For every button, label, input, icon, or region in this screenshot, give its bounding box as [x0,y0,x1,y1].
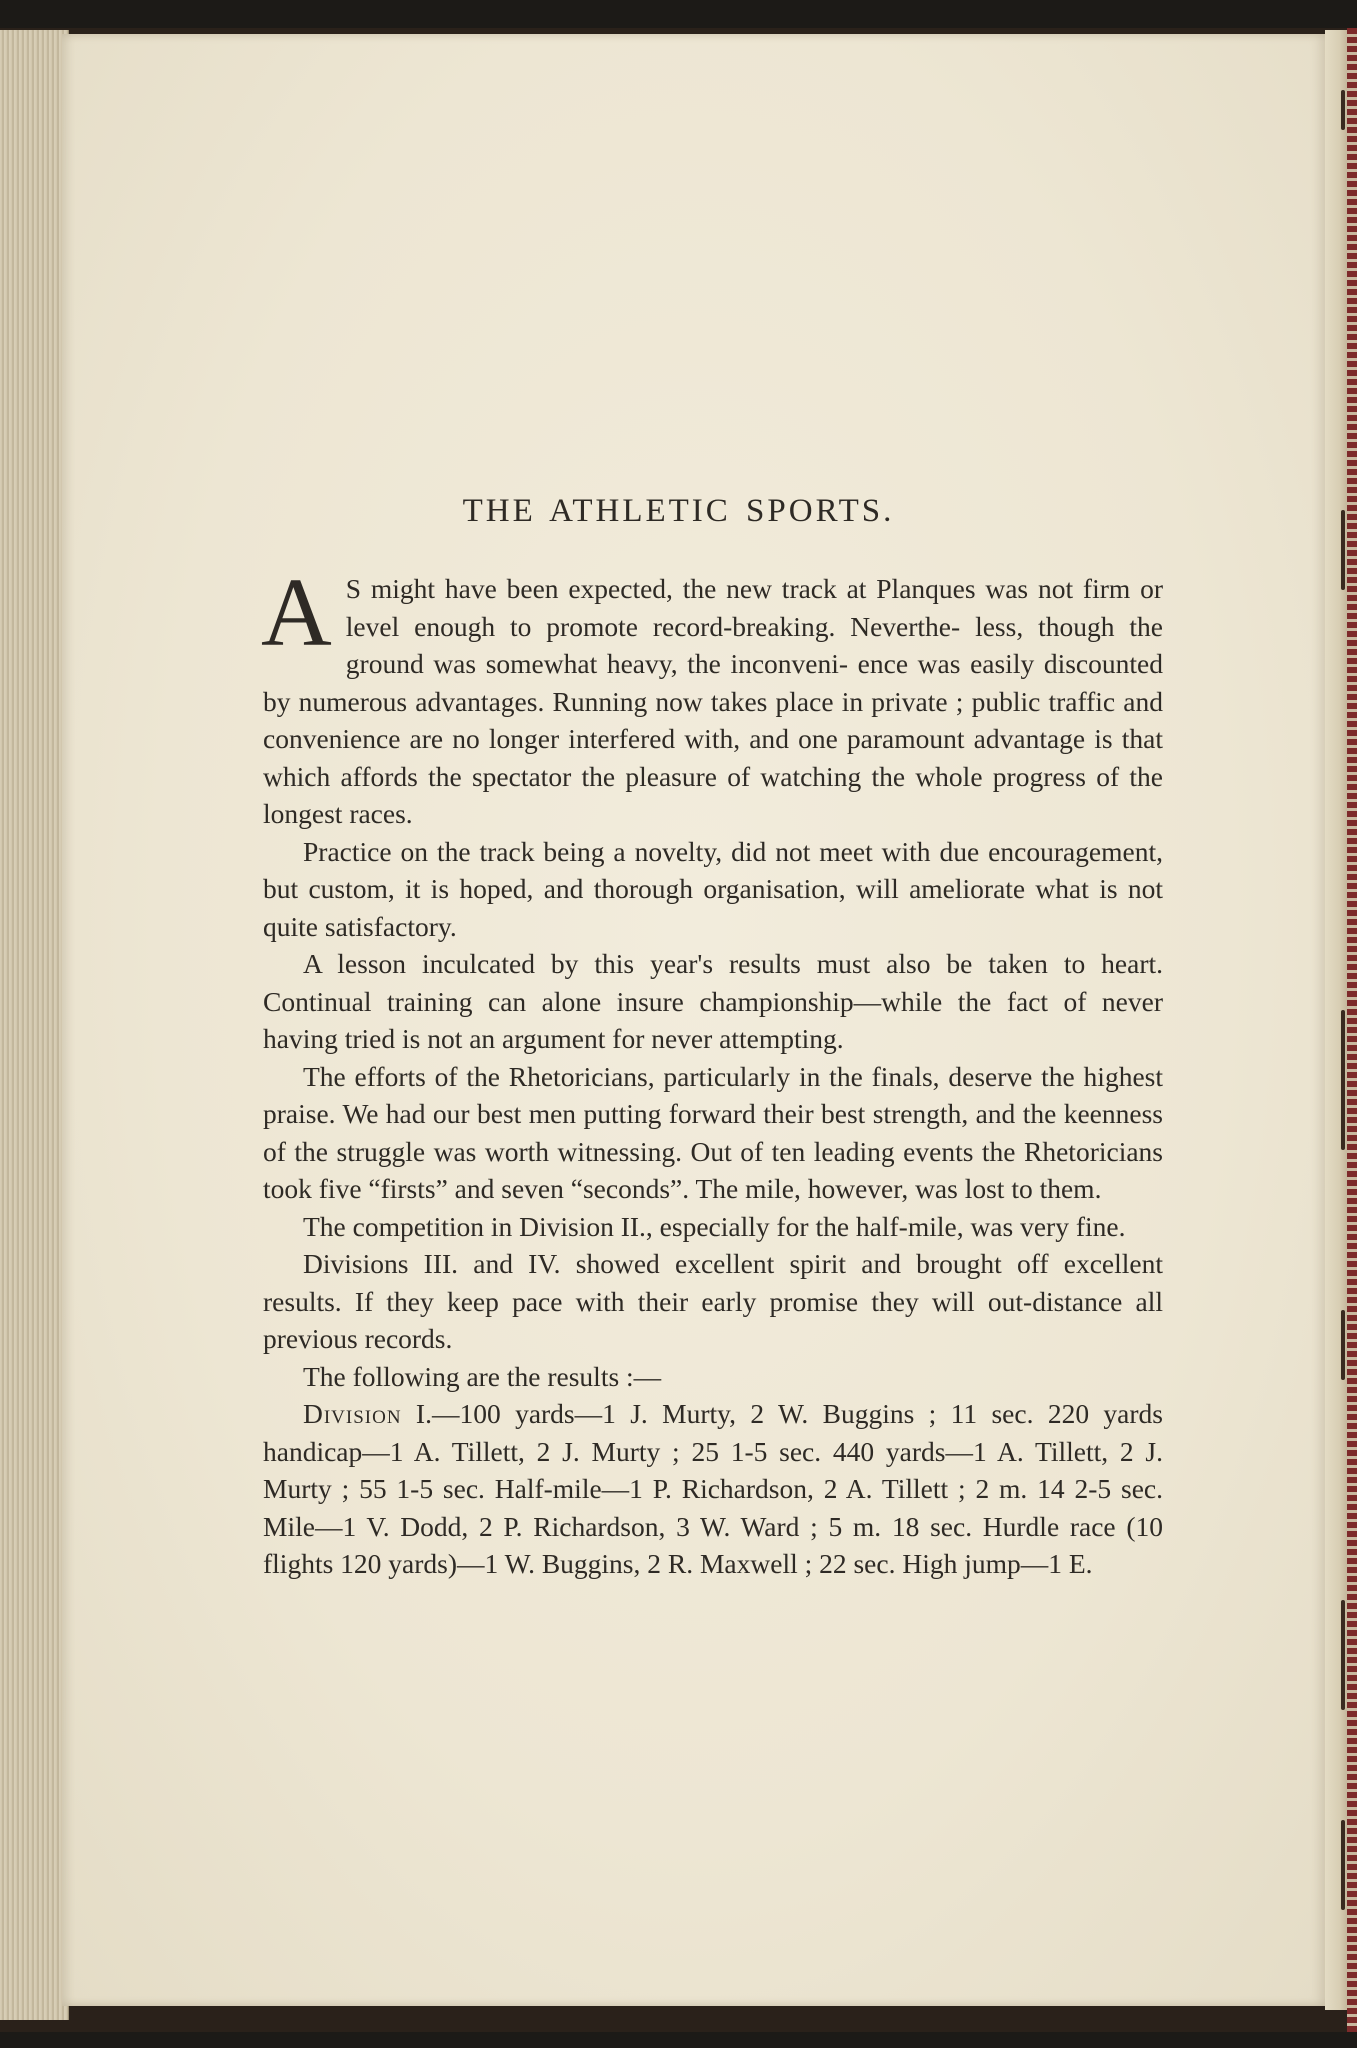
paragraph: A lesson inculcated by this year's results must also be taken to heart. Continual training can alone insure championship—while the fact of never having tried is not an argument for never attempting. [263,948,1163,1054]
page-edges [0,30,69,2020]
gutter [1325,30,1349,2010]
results-text: I.—100 yards—1 J. Murty, 2 W. Buggins ; 11 sec. 220 yards handicap—1 A. Tillett, 2 J. Murty ; 25 1-5 sec. 440 yards—1 A. Tillett, 2 J. Murty ; 55 1-5 sec. Half-mile—1 P. Richardson, 2 A. Tillett ; 2 m. 14 2-5 sec. Mile—1 V. Dodd, 2 P. Richardson, 3 W. Ward ; 5 m. 18 sec. Hurdle race (10 flights 120 yards)—1 W. Buggins, 2 R. Maxwell ; 22 sec. High jump—1 E. [263,1398,1163,1579]
paragraph: Practice on the track being a novelty, did not meet with due encouragement, but custom, it is hoped, and thorough organisation, will ameliorate what is not quite satisfactory. [263,835,1163,942]
paragraph: The efforts of the Rhetoricians, particularly in the finals, deserve the highest praise. We had our best men putting forward their best strength, and the keenness of the struggle was worth witnessing. Out of ten leading events the Rhetoricians took five “firsts” and seven “seconds”. The mile, however, was lost to them. [263,1060,1163,1204]
drop-cap: A [261,559,332,667]
paragraph [261,559,1163,833]
paragraph-text: S might have been expected, the new track at Planques was not firm or level enough to promote record-breaking. Neverthe- less, though the ground was somewhat heavy, the inconveni- ence was easily discounted by numerous advantages. Running now takes place in private ; public traffic and convenience are no longer interfered with, and one paramount advantage is that which affords the spectator the pleasure of watching the whole progress of the longest races. [263,573,1163,829]
binding-thread [1341,90,1345,130]
binding-thread [1341,1310,1345,1380]
paragraph: Divisions III. and IV. showed excellent spirit and brought off excellent results. If they keep pace with their early promise they will out-distance all previous records. [263,1248,1163,1354]
binding-thread [1341,1820,1345,1910]
book-spine [1347,28,1357,2032]
binding-thread [1341,1010,1345,1150]
paragraph: The following are the results :— [303,1360,662,1392]
article-body [261,559,1163,1583]
results-paragraph [263,1395,1163,1583]
paragraph: The competition in Division II., especially for the half-mile, was very fine. [303,1210,1126,1242]
page-title: THE ATHLETIC SPORTS. [462,493,895,529]
binding-thread [1341,1600,1345,1710]
results-lead: Division [303,1398,402,1429]
